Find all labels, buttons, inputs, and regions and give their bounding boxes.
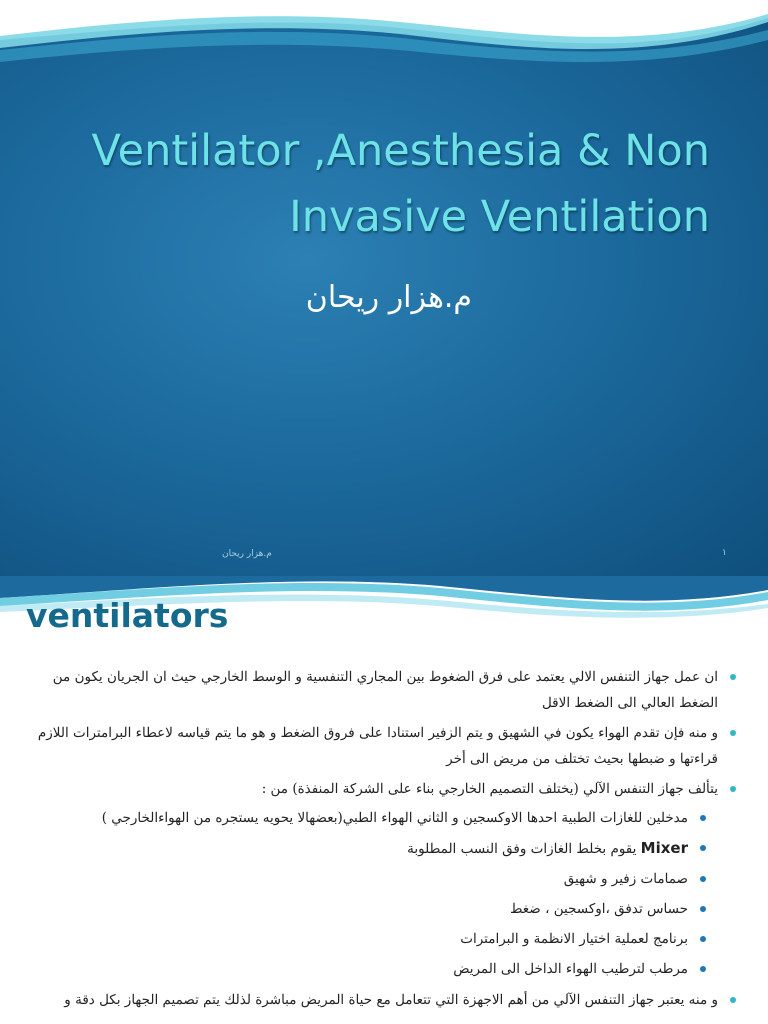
mixer-label: Mixer xyxy=(640,839,688,857)
bullet-icon xyxy=(700,936,706,942)
bullet-icon xyxy=(730,786,736,792)
sub-list-item xyxy=(30,897,700,921)
title-line-1: Ventilator ,Anesthesia & Non xyxy=(91,126,710,176)
sub-list-item xyxy=(30,836,700,861)
bullet-text: يتألف جهاز التنفس الآلي (يختلف التصميم الخارجي بناء على الشركة المنفذة) من : xyxy=(261,781,718,797)
bullet-icon xyxy=(700,815,706,821)
list-item xyxy=(30,987,730,1013)
bullet-list xyxy=(30,664,730,1017)
bullet-text: و منه يعتبر جهاز التنفس الآلي من أهم الاجهزة التي تتعامل مع حياة المريض مباشرة لذلك يتم تصميم الجهاز بكل دقة و xyxy=(64,992,718,1008)
bullet-icon xyxy=(700,906,706,912)
sub-list-item xyxy=(30,957,700,981)
bullet-text: ان عمل جهاز التنفس الالي يعتمد على فرق الضغوط بين المجاري التنفسية و الوسط الخارجي حيث ان الجريان يكون من الضغط العالي الى الضغط الاقل xyxy=(52,669,718,711)
page-number: ١ xyxy=(722,548,727,558)
bullet-text: يقوم بخلط الغازات وفق النسب المطلوبة xyxy=(407,841,637,857)
sub-list-item xyxy=(30,806,700,830)
list-item xyxy=(30,664,730,716)
bullet-icon xyxy=(700,876,706,882)
author-subtitle: م.هزار ريحان xyxy=(305,280,472,315)
bullet-icon xyxy=(730,730,736,736)
bullet-icon xyxy=(700,845,706,851)
bullet-icon xyxy=(730,997,736,1003)
title-line-2: Invasive Ventilation xyxy=(289,192,710,242)
wave-decoration xyxy=(0,0,768,120)
bullet-icon xyxy=(700,966,706,972)
bullet-text: صمامات زفير و شهيق xyxy=(563,871,688,887)
slide-footer: م.هزار ريحان xyxy=(222,549,272,559)
list-item xyxy=(30,776,730,802)
slide-title xyxy=(20,118,710,250)
list-item xyxy=(30,720,730,772)
ventilators-slide xyxy=(0,576,768,1024)
bullet-icon xyxy=(730,674,736,680)
bullet-text: برنامج لعملية اختيار الانظمة و البرامترات xyxy=(460,931,688,947)
bullet-text: مدخلين للغازات الطبية احدها الاوكسجين و الثاني الهواء الطبي(بعضهالا يحويه يستجره من الهواءالخارجي ) xyxy=(101,810,688,826)
bullet-text: حساس تدفق ،اوكسجين ، ضغط xyxy=(509,901,688,917)
bullet-text: مرطب لترطيب الهواء الداخل الى المريض xyxy=(453,961,688,977)
slide-heading: ventilators xyxy=(26,596,229,635)
bullet-text: و منه فإن تقدم الهواء يكون في الشهيق و يتم الزفير استنادا على فروق الضغط و هو ما يتم قياسه لاعطاء البرامترات اللازم قراءتها و ضبطها بحيث تختلف من مريض الى أخر xyxy=(37,725,718,767)
sub-list-item xyxy=(30,867,700,891)
sub-list-item xyxy=(30,927,700,951)
